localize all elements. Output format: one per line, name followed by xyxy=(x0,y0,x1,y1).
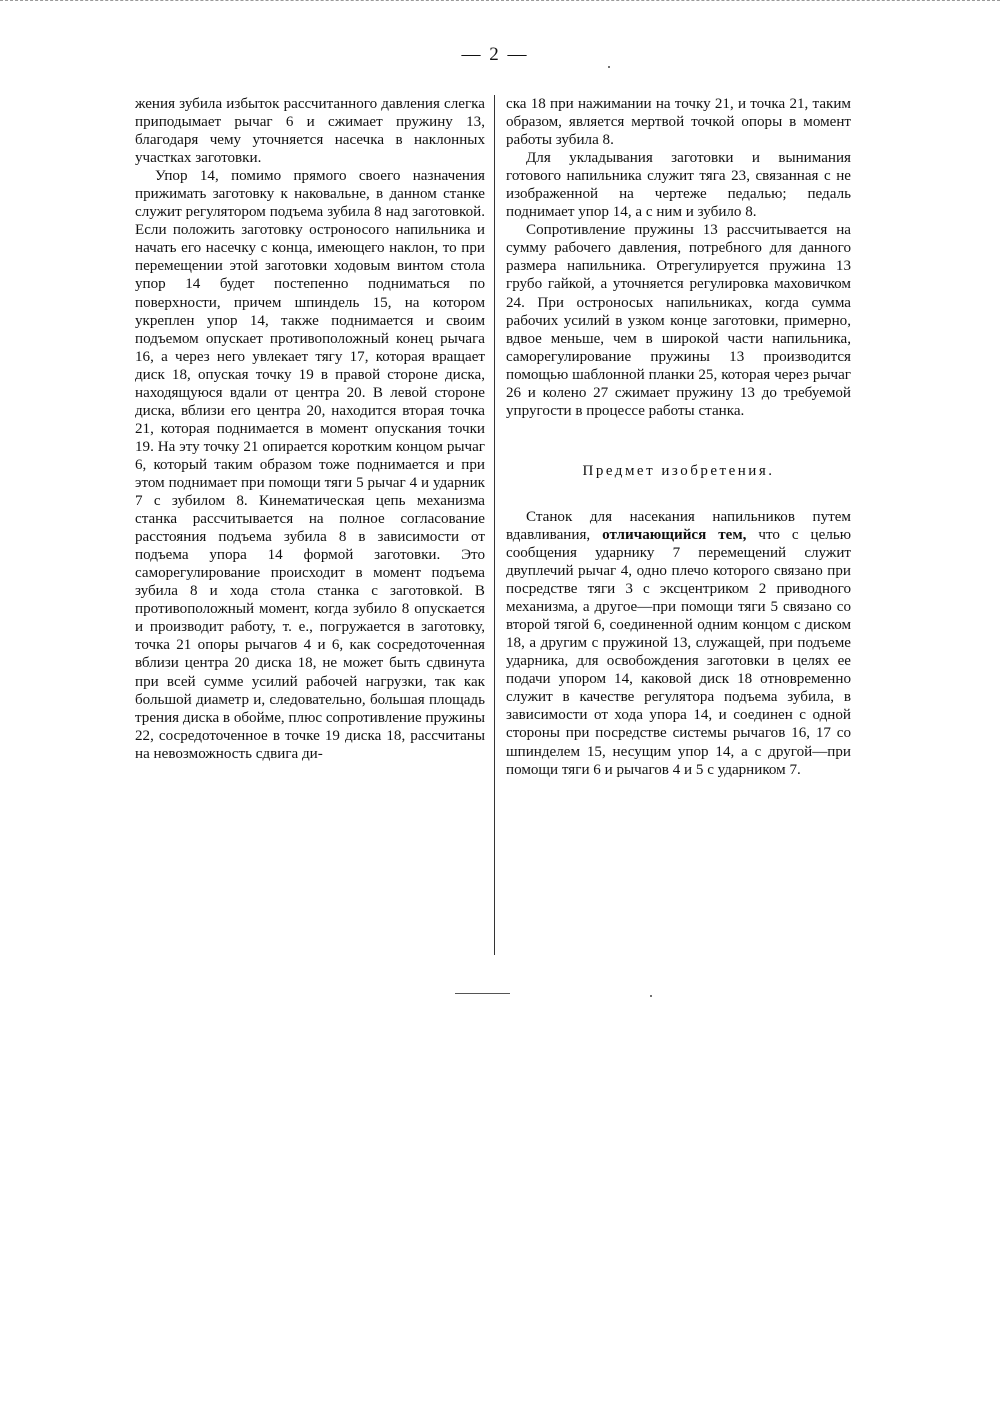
left-paragraph-1: жения зубила избыток рассчитанного давления слегка приподымает рычаг 6 и сжимает пружину 13, благодаря чему уточняется насечка в наклонных участках заготовки. xyxy=(135,96,485,167)
page-number: — 2 — xyxy=(461,44,529,65)
end-rule xyxy=(455,993,510,994)
claim-bold: отличающийся тем, xyxy=(602,526,747,543)
left-column xyxy=(135,95,485,763)
left-paragraph-2: Упор 14, помимо прямого своего назначения прижимать заготовку к наковальне, в данном станке служит регулятором подъема зубила 8 над заготовкой. Если положить заготовку остроносого напильника и начать его насечку с конца, имеющего наклон, то при перемещении этой заготовки ходовым винтом стола упор 14 будет постепенно подниматься по поверхности, причем шпиндель 15, на котором укреплен упор 14, также поднимается и своим подъемом опускает противоположный конец рычага 16, а через него увлекает тягу 17, которая вращает диск 18, опуская точку 19 в правой стороне диска, находящуюся вдали от центра 20. В левой стороне диска, вблизи его центра 20, находится вторая точка 21, которая поднимается в момент опускания точки 19. На эту точку 21 опирается коротким концом рычаг 6, который таким образом тоже поднимается и при этом поднимает при помощи тяги 5 рычаг 4 и ударник 7 с зубилом 8. Кинематическая цепь механизма станка рассчитывается на полное согласование расстояния подъема зубила 8 в зависимости от подъема упора 14 формой заготовки. Это саморегулирование происходит в момент подъема зубила 8 и хода стола станка с заготовкой. В противоположный момент, когда зубило 8 опускается и производит работу, т. е., погружается в заготовку, точка 21 опоры рычагов 4 и 6, как сосредоточенная вблизи центра 20 диска 18, не может быть сдвинута при всей сумме усилий рабочей нагрузки, так как большой диаметр и, следовательно, большая площадь трения диска в обойме, плюс сопротивление пружины 22, сосредоточенное в точке 19 диска 18, рассчитаны на невозможность сдвига ди- xyxy=(135,168,486,762)
right-paragraph-3: Сопротивление пружины 13 рассчитывается на сумму рабочего давления, потребного для данного размера напильника. Отрегулируется пружина 13 грубо гайкой, а уточняется регулировка маховичком 24. При остроносых напильниках, когда сумма рабочих усилий в узком конце заготовки, примерно, вдвое меньше, чем в широкой части напильника, саморегулирование пружины 13 производится помощью шаблонной планки 25, которая через рычаг 26 и колено 27 сжимает пружину 13 до требуемой упругости в процессе работы станка. xyxy=(506,222,851,419)
column-divider xyxy=(494,95,495,955)
right-paragraph-2: Для укладывания заготовки и вынимания готового напильника служит тяга 23, связанная с не изображенной на чертеже педалью; педаль поднимает упор 14, а с ним и зубило 8. xyxy=(506,150,851,221)
claim-paragraph xyxy=(506,508,851,779)
scan-speck xyxy=(608,66,610,68)
top-scan-edge xyxy=(0,0,1000,6)
scan-speck xyxy=(650,995,652,997)
right-column xyxy=(506,95,851,779)
claim-rest: что с целью сообщения ударнику 7 перемещений служит двуплечий рычаг 4, одно плечо которого связано при посредстве тяги 3 с эксцентриком 2 приводного механизма, а другое—при помощи тяги 5 связано со второй тягой 6, соединенной одним концом с диском 18, а другим с пружиной 13, служащей, при подъеме ударника, для освобождения заготовки в целях ее подачи упором 14, каковой диск 18 отновременно служит в качестве регулятора подъема зубила, в зависимости от хода упора 14, и соединен с одной стороны при посредстве системы рычагов 16, 17 со шпинделем 15, несущим упор 14, а с другой—при помощи тяги 6 и рычагов 4 и 5 с ударником 7. xyxy=(506,526,852,778)
section-heading: Предмет изобретения. xyxy=(582,462,775,479)
claim-start: Станок для насекания напильников путем вдавливания, xyxy=(506,508,851,543)
right-paragraph-1: ска 18 при нажимании на точку 21, и точка 21, таким образом, является мертвой точкой опоры в момент работы зубила 8. xyxy=(506,96,851,149)
